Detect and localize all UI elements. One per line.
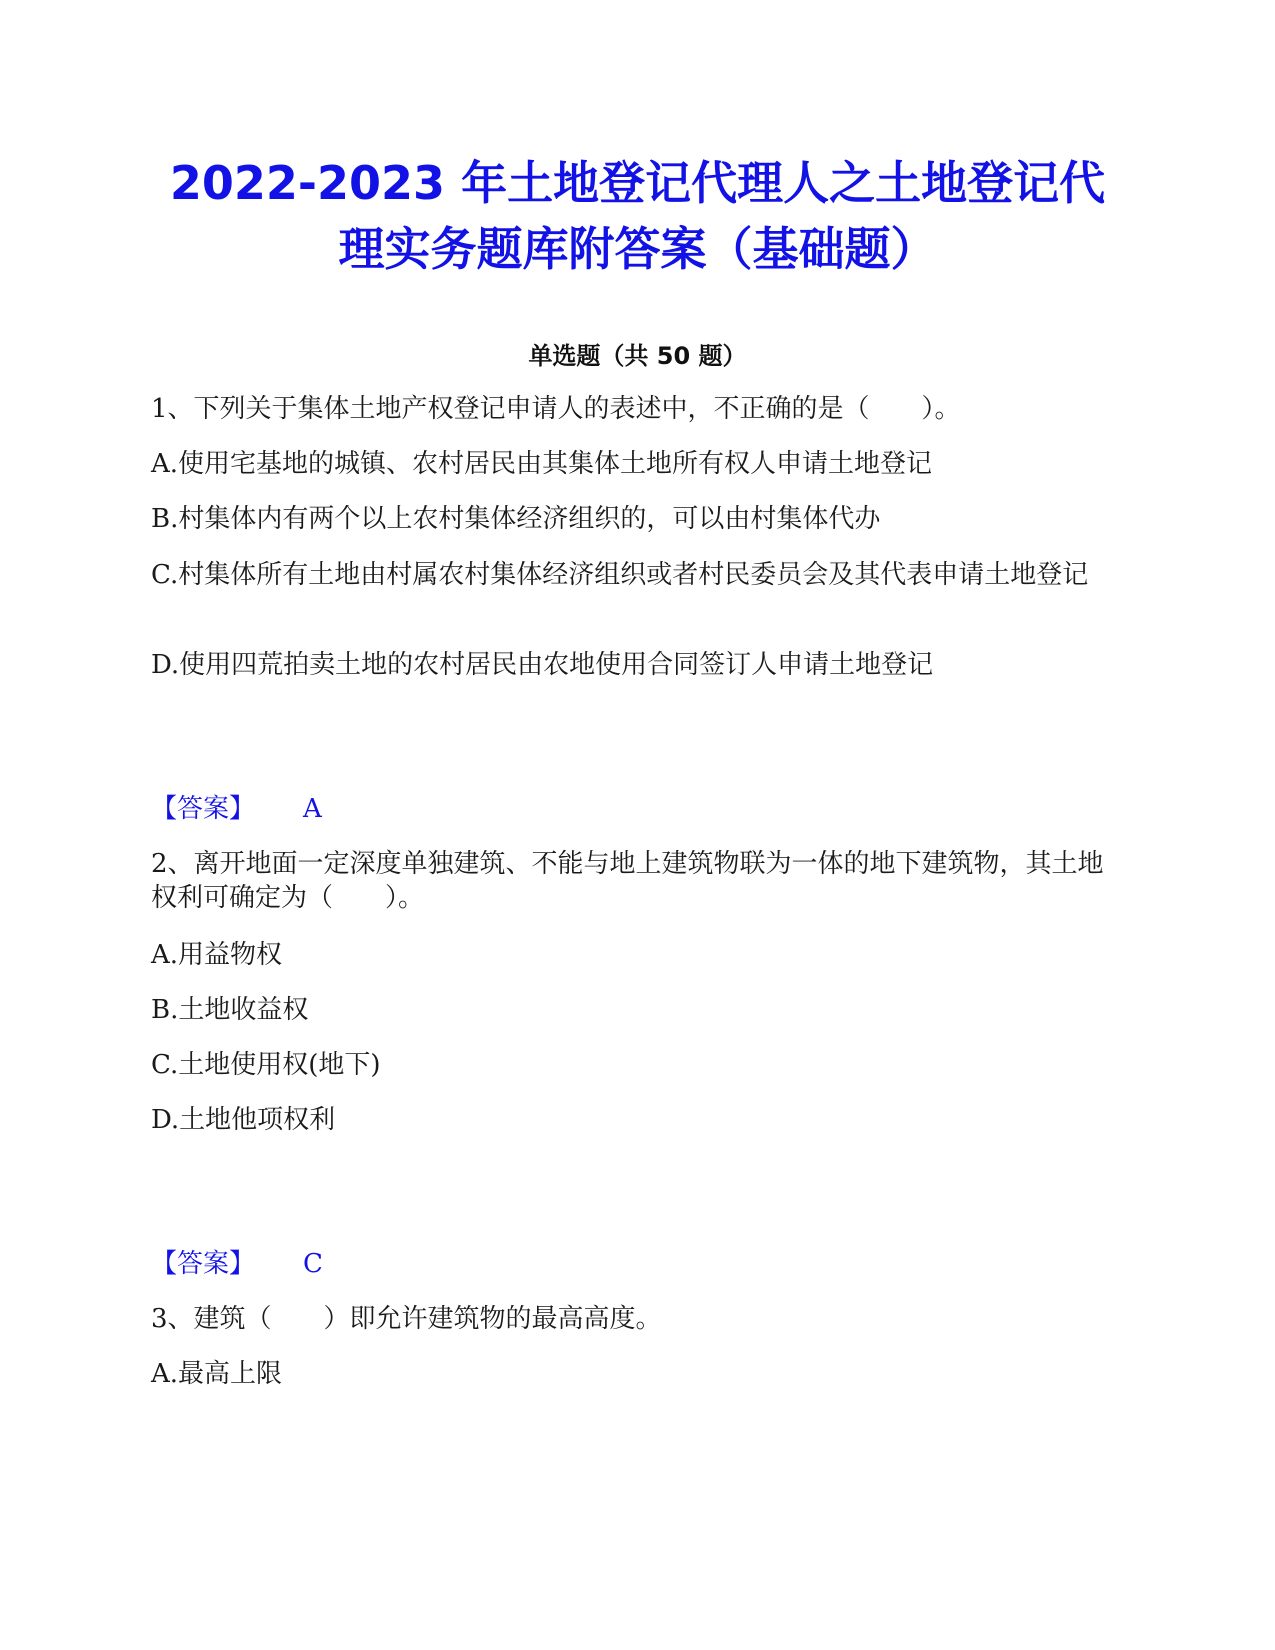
question-2-option-a: A.用益物权 (151, 940, 283, 970)
question-3-option-a: A.最高上限 (151, 1359, 283, 1389)
question-1-option-d: D.使用四荒拍卖土地的农村居民由农地使用合同签订人申请土地登记 (151, 650, 934, 680)
section-heading: 单选题（共 50 题） (528, 342, 747, 370)
question-1-answer (151, 792, 1121, 826)
question-1-option-c: C.村集体所有土地由村属农村集体经济组织或者村民委员会及其代表申请土地登记 (151, 560, 1089, 590)
question-2-answer (151, 1247, 1121, 1281)
question-2-option-c: C.土地使用权(地下) (151, 1050, 381, 1080)
question-3-stem: 3、建筑（ ）即允许建筑物的最高高度。 (151, 1304, 662, 1334)
answer-label: 【答案】 (151, 1249, 256, 1279)
answer-value: C (303, 1249, 323, 1279)
title-line-1: 2022-2023 年土地登记代理人之土地登记代 (169, 156, 1106, 210)
question-2-option-b: B.土地收益权 (151, 995, 309, 1025)
question-2-option-d: D.土地他项权利 (151, 1105, 336, 1135)
question-1-stem: 1、下列关于集体土地产权登记申请人的表述中，不正确的是（ ）。 (151, 394, 961, 424)
title-line-2: 理实务题库附答案（基础题） (338, 222, 937, 276)
question-2-stem: 2、离开地面一定深度单独建筑、不能与地上建筑物联为一体的地下建筑物，其土地权利可确定为（ ）。 (151, 849, 1104, 913)
document-title (130, 150, 1145, 282)
answer-value: A (303, 794, 322, 824)
question-1-option-a: A.使用宅基地的城镇、农村居民由其集体土地所有权人申请土地登记 (151, 449, 933, 479)
answer-label: 【答案】 (151, 794, 256, 824)
question-1-option-b: B.村集体内有两个以上农村集体经济组织的，可以由村集体代办 (151, 504, 881, 534)
